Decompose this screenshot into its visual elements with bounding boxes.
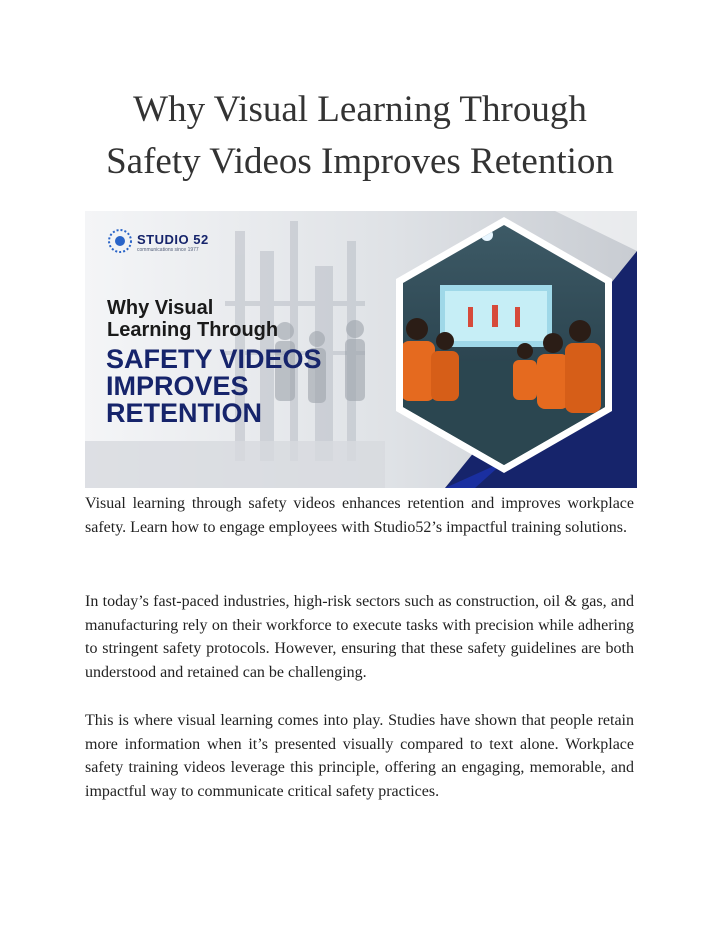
- title-line-2: Safety Videos Improves Retention: [106, 141, 614, 182]
- hero-headline-line-3: SAFETY VIDEOS: [106, 344, 322, 374]
- logo-tagline: communications since 1977: [137, 247, 199, 253]
- hero-headline-line-1: Why Visual: [107, 297, 214, 319]
- paragraph-industries: In today’s fast-paced industries, high-risk sectors such as construction, oil & gas, and manufacturing rely on their workforce to execute tasks with precision while adhering to stringent safety protocols. However, ensuring that these safety guidelines are both understood and retained can be challenging.: [85, 593, 634, 681]
- paragraph-visual-learning: This is where visual learning comes into play. Studies have shown that people retain more information when it’s presented visually compared to text alone. Workplace safety training videos leverage this principle, offering an engaging, memorable, and impactful way to communicate critical safety practices.: [85, 712, 634, 800]
- hero-headline-line-5: RETENTION: [106, 398, 263, 428]
- hero-headline-line-4: IMPROVES: [106, 371, 249, 401]
- paragraph-intro: Visual learning through safety videos enhances retention and improves workplace safety. Learn how to engage employees with Studio52’s impactful training solutions.: [85, 495, 634, 536]
- document-title: [60, 84, 660, 188]
- title-line-1: Why Visual Learning Through: [133, 89, 587, 130]
- logo-text: STUDIO 52: [137, 232, 209, 247]
- hero-banner-image: [85, 211, 637, 488]
- hero-headline-line-2: Learning Through: [107, 319, 279, 341]
